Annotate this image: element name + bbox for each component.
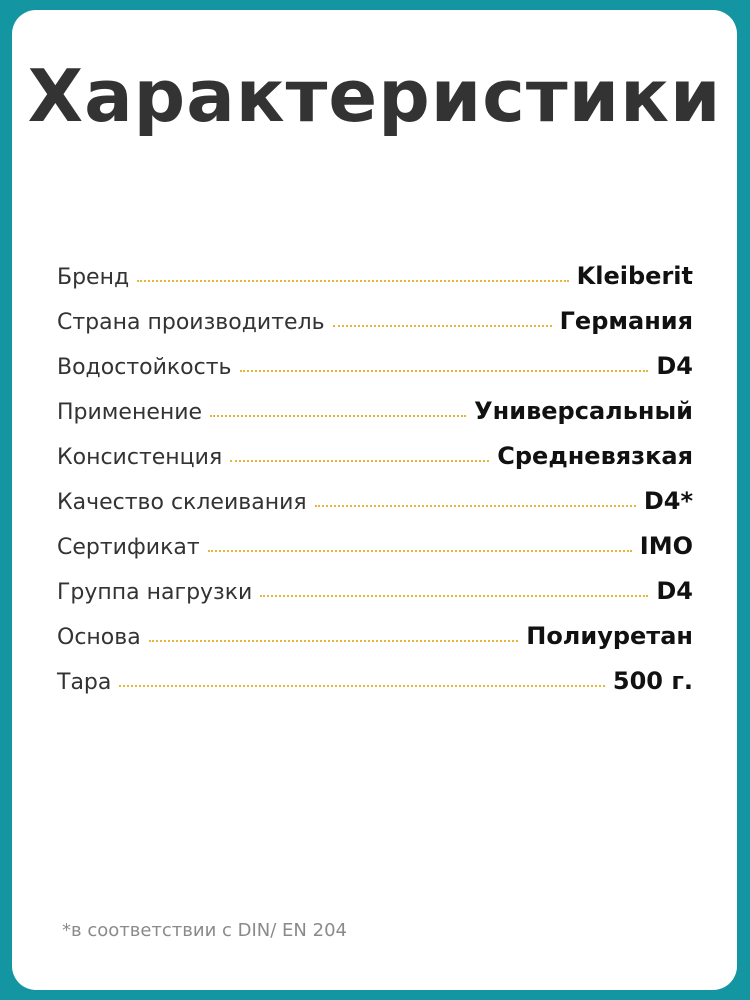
dotted-leader <box>333 325 552 327</box>
spec-row-country <box>57 307 693 352</box>
spec-value: D4 <box>656 352 693 380</box>
spec-label: Водостойкость <box>57 355 232 380</box>
spec-value: Средневязкая <box>497 442 693 470</box>
spec-row-package <box>57 667 693 712</box>
spec-row-application <box>57 397 693 442</box>
spec-card <box>12 10 737 990</box>
spec-row-bond-quality <box>57 487 693 532</box>
spec-value: Kleiberit <box>576 262 693 290</box>
spec-value: Германия <box>559 307 693 335</box>
spec-label: Применение <box>57 400 203 425</box>
spec-value: Полиуретан <box>526 622 693 650</box>
spec-label: Группа нагрузки <box>57 580 253 605</box>
dotted-leader <box>149 640 519 642</box>
footnote: *в соответствии с DIN/ EN 204 <box>62 920 347 941</box>
dotted-leader <box>119 685 605 687</box>
spec-row-load-group <box>57 577 693 622</box>
dotted-leader <box>260 595 648 597</box>
spec-row-certificate <box>57 532 693 577</box>
dotted-leader <box>240 370 649 372</box>
spec-list <box>57 262 693 712</box>
spec-row-brand <box>57 262 693 307</box>
spec-label: Бренд <box>57 265 130 290</box>
page-title: Характеристики <box>27 54 722 138</box>
dotted-leader <box>210 415 466 417</box>
spec-row-base <box>57 622 693 667</box>
spec-row-consistency <box>57 442 693 487</box>
spec-value: D4* <box>643 487 693 515</box>
spec-label: Консистенция <box>57 445 223 470</box>
spec-value: 500 г. <box>612 667 693 695</box>
spec-label: Основа <box>57 625 141 650</box>
dotted-leader <box>315 505 636 507</box>
spec-value: IMO <box>639 532 693 560</box>
dotted-leader <box>230 460 489 462</box>
dotted-leader <box>137 280 568 282</box>
spec-label: Тара <box>57 670 112 695</box>
spec-value: D4 <box>656 577 693 605</box>
spec-label: Страна производитель <box>57 310 325 335</box>
spec-value: Универсальный <box>474 397 693 425</box>
spec-label: Сертификат <box>57 535 200 560</box>
spec-row-water-resistance <box>57 352 693 397</box>
dotted-leader <box>208 550 632 552</box>
spec-label: Качество склеивания <box>57 490 307 515</box>
